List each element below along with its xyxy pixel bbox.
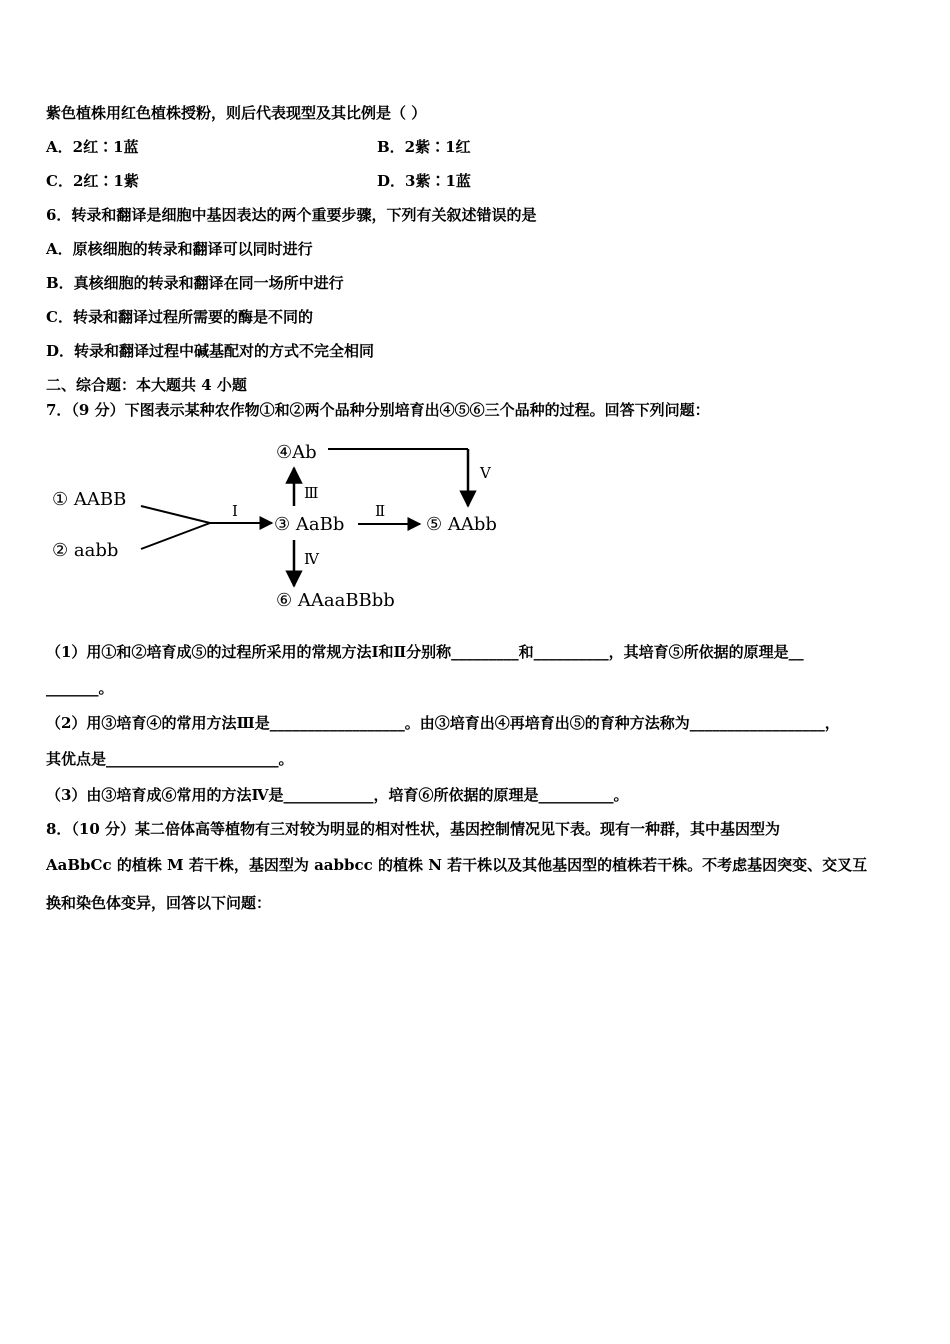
- node-1: ① AABB: [52, 489, 127, 510]
- q8-line2: AaBbCc 的植株 M 若干株，基因型为 aabbcc 的植株 N 若干株以及其他基因型的植株若干株。不考虑基因突变、交叉互: [46, 856, 868, 874]
- arrow-1-merge: [141, 506, 210, 523]
- q6-option-b: B．真核细胞的转录和翻译在同一场所中进行: [46, 274, 344, 292]
- label-iii: Ⅲ: [304, 484, 319, 502]
- q7-part2-line2: 其优点是_______________________。: [46, 750, 294, 768]
- node-4: ④Ab: [276, 442, 317, 463]
- node-5: ⑤ AAbb: [426, 514, 497, 535]
- node-6: ⑥ AAaaBBbb: [276, 590, 395, 611]
- q7-part3: （3）由③培育成⑥常用的方法Ⅳ是____________，培育⑥所依据的原理是__________。: [46, 786, 629, 804]
- label-iv: Ⅳ: [304, 550, 319, 568]
- arrow-2-merge: [141, 523, 210, 549]
- q5-option-c: C．2红∶1紫: [46, 172, 139, 190]
- q5-option-a: A．2红∶1蓝: [46, 138, 139, 156]
- q5-option-d: D．3紫∶1蓝: [377, 172, 471, 190]
- q5-option-b: B．2紫∶1红: [377, 138, 471, 156]
- q7-part1-line2: _______。: [46, 679, 114, 697]
- label-ii: Ⅱ: [375, 502, 386, 520]
- q6-stem: 6．转录和翻译是细胞中基因表达的两个重要步骤，下列有关叙述错误的是: [46, 206, 537, 224]
- node-3: ③ AaBb: [274, 514, 345, 535]
- section-title: 二、综合题：本大题共 4 小题: [46, 376, 247, 394]
- breeding-diagram: [46, 436, 516, 616]
- node-2: ② aabb: [52, 540, 119, 561]
- q5-stem: 紫色植株用红色植株授粉，则后代表现型及其比例是（ ）: [46, 104, 427, 122]
- q6-option-a: A．原核细胞的转录和翻译可以同时进行: [46, 240, 313, 258]
- label-i: Ⅰ: [232, 502, 238, 520]
- q7-part1-line1: （1）用①和②培育成⑤的过程所采用的常规方法Ⅰ和Ⅱ分别称_________和__________，其培育⑤所依据的原理是__: [46, 643, 804, 661]
- q7-stem: 7．（9 分）下图表示某种农作物①和②两个品种分别培育出④⑤⑥三个品种的过程。回答下列问题：: [46, 401, 710, 419]
- q7-part2-line1: （2）用③培育④的常用方法Ⅲ是__________________。由③培育出④再培育出⑤的育种方法称为__________________，: [46, 714, 840, 732]
- q6-option-d: D．转录和翻译过程中碱基配对的方式不完全相同: [46, 342, 375, 360]
- q8-line1: 8．（10 分）某二倍体高等植物有三对较为明显的相对性状，基因控制情况见下表。现有一种群，其中基因型为: [46, 820, 781, 838]
- q6-option-c: C．转录和翻译过程所需要的酶是不同的: [46, 308, 313, 326]
- label-v: Ⅴ: [480, 464, 491, 482]
- q8-line3: 换和染色体变异，回答以下问题：: [46, 894, 272, 912]
